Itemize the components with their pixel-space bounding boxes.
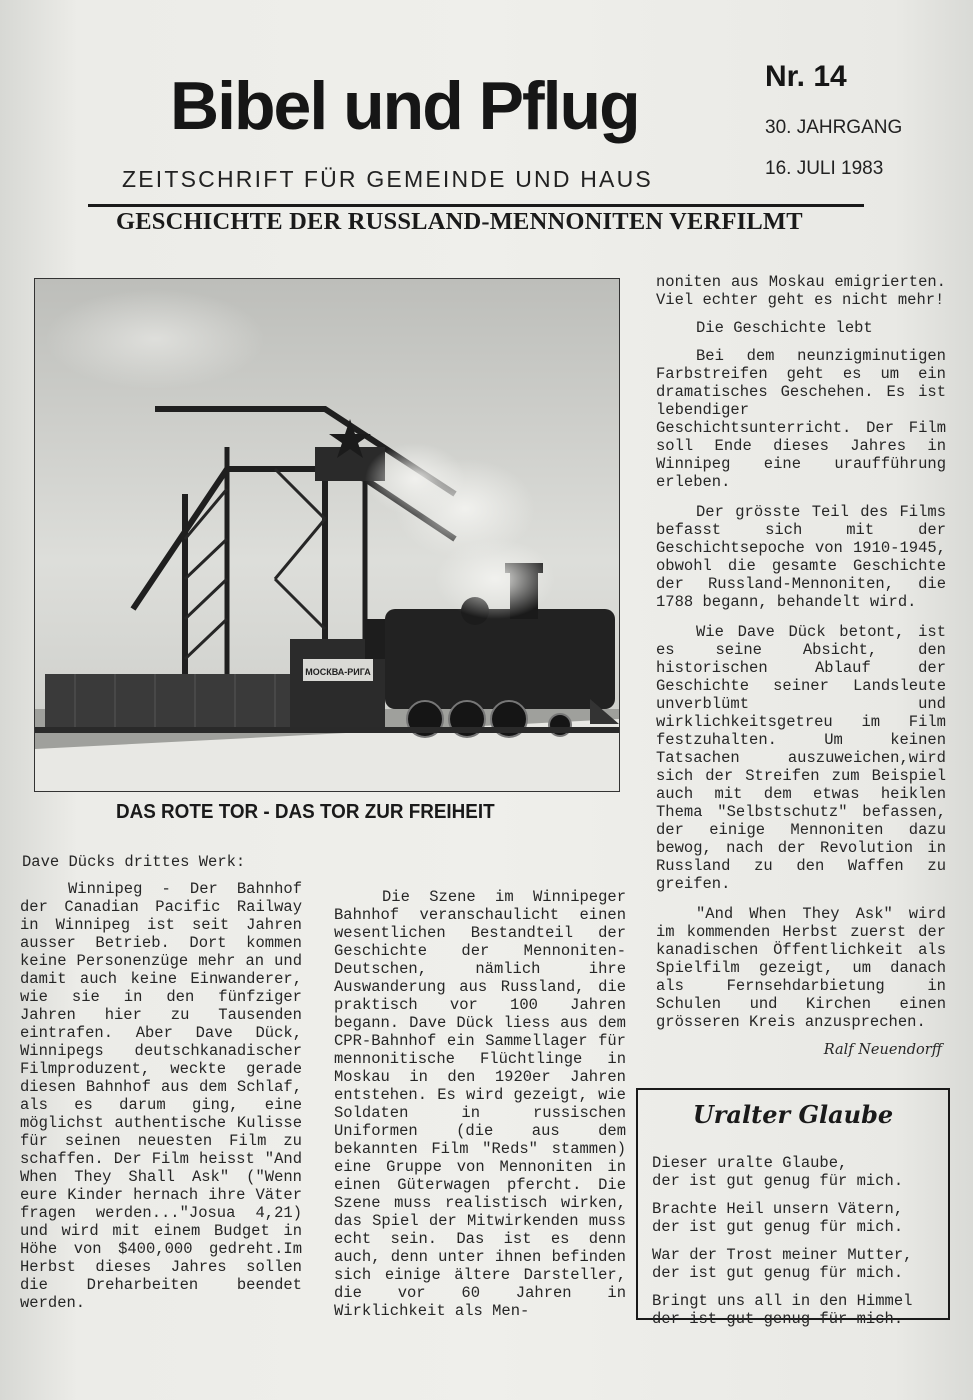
article-column-2 — [334, 888, 626, 1320]
poem-box — [636, 1088, 950, 1328]
locomotive-sign: МОСКВА-РИГА — [305, 667, 371, 677]
issue-number: Nr. 14 — [765, 60, 847, 93]
poem-line: der ist gut genug für mich. — [652, 1310, 904, 1328]
poem-line: Dieser uralte Glaube, — [652, 1154, 848, 1172]
masthead-subtitle: ZEITSCHRIFT FÜR GEMEINDE UND HAUS — [122, 166, 653, 192]
article-photo — [34, 278, 620, 792]
poem-stanza — [652, 1246, 942, 1282]
poem-title: Uralter Glaube — [692, 1100, 894, 1129]
issue-volume: 30. JAHRGANG — [765, 117, 903, 138]
column-1-text: Winnipeg - Der Bahnhof der Canadian Pacific Railway in Winnipeg ist seit Jahren ausser Betrieb. Dort kommen keine Personenzüge mehr an und damit auch keine Einwanderer, wie sie in den fünfziger Jahren hier zu Tausenden eintrafen. Aber Dave Dück, Winnipegs deutschkanadischer Filmproduzent, weckte gerade diesen Bahnhof aus dem Schlaf, als es darum ging, eine möglichst authentische Kulisse für seinen neuesten Film zu schaffen. Der Film heisst "And When They Shall Ask" ("Wenn eure Kinder hernach ihre Väter fragen werden..."Josua 4,21) und wird mit einem Budget in Höhe von $400,000 gedreht.Im Herbst dieses Jahres sollen die Dreharbeiten beendet werden. — [20, 880, 302, 1312]
article-column-1 — [20, 880, 302, 1312]
issue-date: 16. JULI 1983 — [765, 158, 884, 179]
masthead-title: Bibel und Pflug — [170, 68, 639, 144]
poem-line: Brachte Heil unsern Vätern, — [652, 1200, 904, 1218]
column-3-paragraph-1: Bei dem neunzigminutigen Farbstreifen geht es um ein dramatisches Geschehen. Es ist lebendiger Geschichtsunterricht. Der Film soll Ende dieses Jahres in Winnipeg eine uraufführung erleben. — [656, 347, 946, 491]
poem-stanza — [652, 1200, 942, 1236]
article-author: Ralf Neuendorff — [823, 1042, 942, 1058]
column-3-paragraph-2: Der grösste Teil des Films befasst sich mit der Geschichtsepoche von 1910-1945, obwohl die gesamte Geschichte der Russland-Mennoniten, die 1788 begann, behandelt wird. — [656, 503, 946, 611]
article-kicker: Dave Dücks drittes Werk: — [22, 853, 246, 871]
column-3-paragraph-3: Wie Dave Dück betont, ist es seine Absicht, den historischen Ablauf der Geschichte seiner Landsleute unverblümt und wirklichkeitsgetreu im Film festzuhalten. Um keinen Tatsachen auszuweichen,wird sich der Streifen zum Beispiel auch mit dem etwas heiklen Thema "Selbstschutz" befassen, der einige Mennoniten dazu bewog, nach der Revolution in Russland zu den Waffen zu greifen. — [656, 623, 946, 893]
article-headline: GESCHICHTE DER RUSSLAND-MENNONITEN VERFILMT — [116, 208, 803, 235]
column-3-paragraph-4: "And When They Ask" wird im kommenden Herbst zuerst der kanadischen Öffentlichkeit als Spielfilm gezeigt, um danach als Fernsehdarbietung in Schulen und Kirchen einen grösseren Kreis anzusprechen. — [656, 905, 946, 1031]
masthead-rule — [88, 204, 864, 207]
poem-line: der ist gut genug für mich. — [652, 1264, 904, 1282]
poem-stanza — [652, 1154, 942, 1190]
article-subheading: Die Geschichte lebt — [696, 319, 873, 337]
train-gate-illustration — [35, 279, 619, 791]
poem-lines — [652, 1154, 942, 1338]
column-3-intro: noniten aus Moskau emigrierten. Viel echter geht es nicht mehr! — [656, 273, 946, 309]
poem-line: Bringt uns all in den Himmel — [652, 1292, 913, 1310]
poem-line: War der Trost meiner Mutter, — [652, 1246, 913, 1264]
poem-line: der ist gut genug für mich. — [652, 1172, 904, 1190]
poem-line: der ist gut genug für mich. — [652, 1218, 904, 1236]
poem-stanza — [652, 1292, 942, 1328]
photo-caption: DAS ROTE TOR - DAS TOR ZUR FREIHEIT — [116, 800, 495, 823]
column-2-text: Die Szene im Winnipeger Bahnhof veranschaulicht einen wesentlichen Bestandteil der Geschichte der Mennoniten-Deutschen, nämlich ihre Auswanderung aus Russland, die praktisch vor 100 Jahren begann. Dave Dück liess aus dem CPR-Bahnhof ein Sammellager für mennonitische Flüchtlinge in Moskau in den 1920er Jahren entstehen. Es wird gezeigt, wie Soldaten in russischen Uniformen (die aus dem bekannten Film "Reds" stammen) eine Gruppe von Mennoniten in einen Güterwagen pfercht. Die Szene muss realistisch wirken, das Spiel der Mitwirkenden muss echt sein. Das ist es denn auch, denn unter ihnen befinden sich einige ältere Darsteller, die vor 60 Jahren in Wirklichkeit als Men- — [334, 888, 626, 1320]
article-column-3 — [656, 273, 946, 1059]
